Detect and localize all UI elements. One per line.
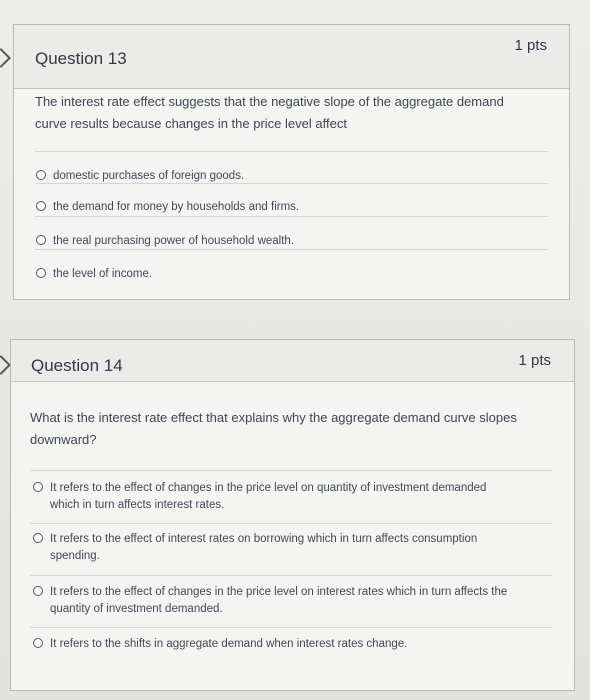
divider: [30, 523, 552, 524]
question-card-13: [13, 24, 570, 300]
question-text: What is the interest rate effect that explains why the aggregate demand curve slopes downward?: [30, 410, 517, 447]
divider: [35, 249, 548, 250]
radio-button[interactable]: [36, 170, 46, 180]
answer-label: It refers to the effect of interest rates on borrowing which in turn affects consumption spending.: [50, 533, 478, 562]
question-points: 1 pts: [514, 37, 547, 54]
chevron-right-icon[interactable]: [0, 48, 11, 68]
answer-option[interactable]: [33, 636, 543, 653]
answer-label: domestic purchases of foreign goods.: [53, 170, 245, 182]
divider: [35, 151, 548, 152]
question-header: [14, 25, 569, 89]
answer-label: It refers to the effect of changes in the price level on interest rates which in turn affects the quantity of investment demanded.: [50, 586, 508, 615]
radio-button[interactable]: [36, 268, 46, 278]
answer-option[interactable]: [36, 233, 536, 250]
answer-option[interactable]: [33, 531, 513, 565]
answer-option[interactable]: [33, 584, 543, 618]
radio-button[interactable]: [36, 235, 46, 245]
divider: [35, 183, 548, 184]
radio-button[interactable]: [33, 586, 43, 596]
question-header: [11, 340, 574, 382]
question-text: The interest rate effect suggests that the negative slope of the aggregate demand curve results because changes in the price level affect: [35, 94, 504, 131]
answer-label: the demand for money by households and firms.: [53, 201, 300, 213]
radio-button[interactable]: [33, 533, 43, 543]
divider: [35, 216, 548, 217]
answer-option[interactable]: [36, 266, 536, 283]
answer-label: It refers to the shifts in aggregate demand when interest rates change.: [50, 638, 408, 650]
divider: [30, 575, 552, 576]
radio-button[interactable]: [36, 201, 46, 211]
divider: [30, 470, 552, 471]
answer-label: It refers to the effect of changes in the price level on quantity of investment demanded which in turn affects interest rates.: [50, 482, 487, 511]
answer-option[interactable]: [36, 199, 536, 216]
answer-label: the level of income.: [53, 268, 153, 280]
divider: [30, 627, 552, 628]
question-title: Question 14: [31, 356, 123, 375]
question-card-14: [10, 339, 575, 691]
answer-option[interactable]: [33, 480, 513, 514]
answer-label: the real purchasing power of household wealth.: [53, 235, 295, 247]
radio-button[interactable]: [33, 638, 43, 648]
question-title: Question 13: [35, 49, 127, 68]
radio-button[interactable]: [33, 482, 43, 492]
question-points: 1 pts: [518, 352, 551, 369]
